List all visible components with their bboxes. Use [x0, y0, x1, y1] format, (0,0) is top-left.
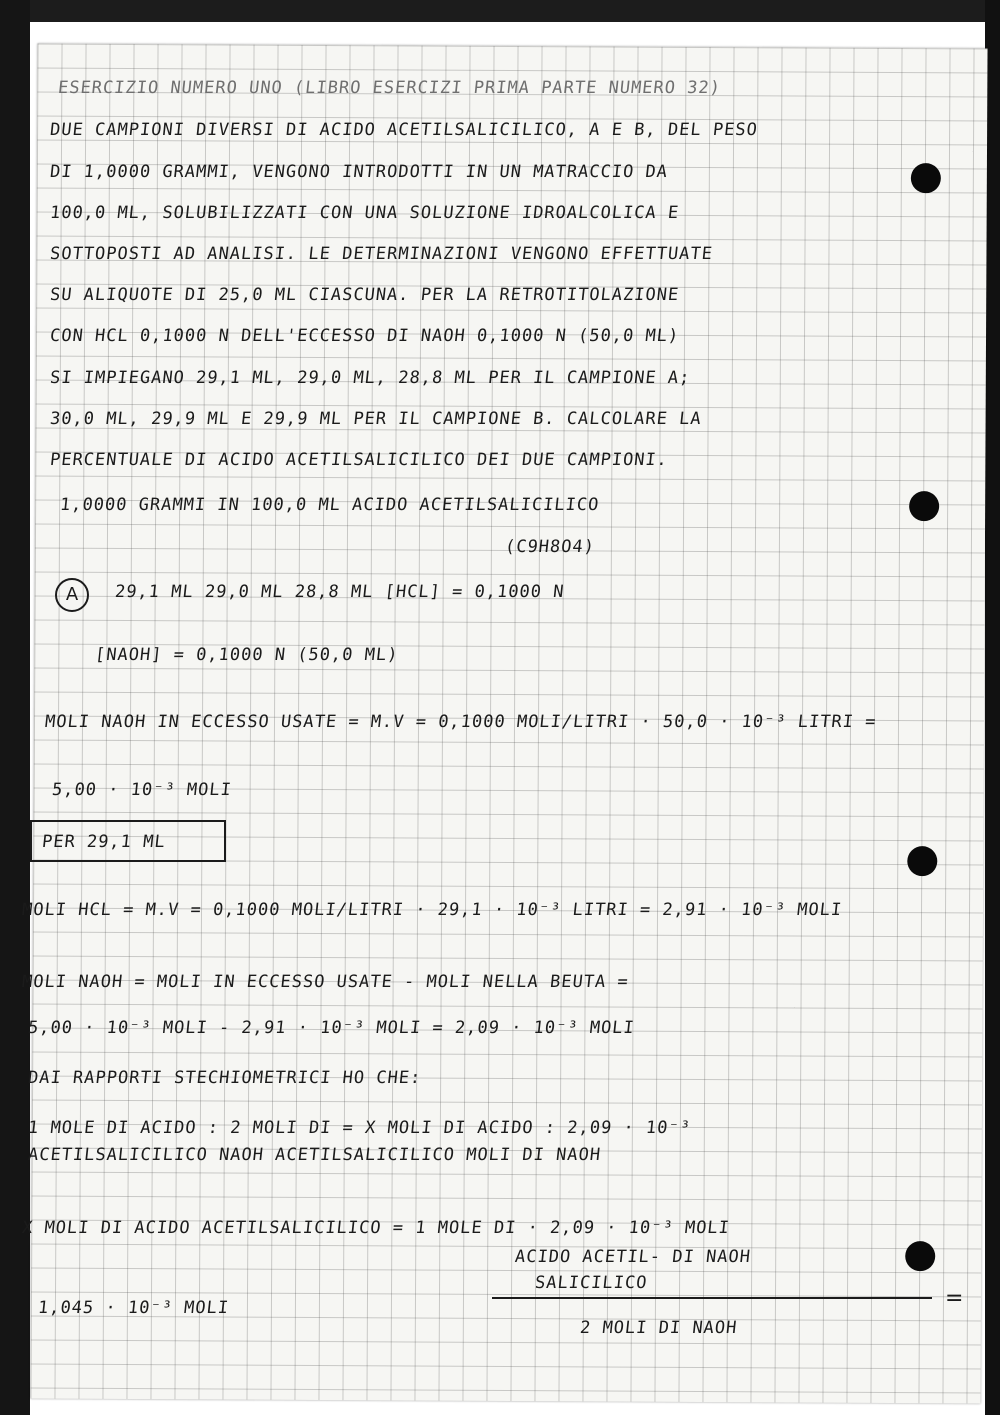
problem-line-5: SU ALIQUOTE DI 25,0 ML CIASCUNA. PER LA RETROTITOLAZIONE — [48, 285, 681, 305]
fraction-bar — [492, 1297, 932, 1299]
equals-sign: = — [945, 1286, 964, 1311]
moles-naoh-excess: MOLI NAOH IN ECCESSO USATE = M.V = 0,1000 MOLI/LITRI · 50,0 · 10⁻³ LITRI = — [43, 712, 878, 732]
moles-naoh-excess-result: 5,00 · 10⁻³ MOLI — [50, 780, 233, 800]
moles-naoh-reacted: MOLI NAOH = MOLI IN ECCESSO USATE - MOLI NELLA BEUTA = — [20, 972, 630, 992]
scan-background-left — [0, 0, 30, 1415]
naoh-concentration: [NAOH] = 0,1000 N (50,0 ML) — [93, 645, 400, 665]
problem-line-2: DI 1,0000 GRAMMI, VENGONO INTRODOTTI IN UN MATRACCIO DA — [48, 162, 669, 182]
problem-line-6: CON HCL 0,1000 N DELL'ECCESSO DI NAOH 0,1000 N (50,0 ML) — [48, 326, 681, 346]
scan-background-top — [0, 0, 1000, 22]
x-moles-row-2: ACIDO ACETIL- DI NAOH — [513, 1247, 752, 1267]
given-data-line: 1,0000 GRAMMI IN 100,0 ML ACIDO ACETILSALICILICO — [58, 495, 601, 515]
problem-line-9: PERCENTUALE DI ACIDO ACETILSALICILICO DEI DUE CAMPIONI. — [48, 450, 669, 470]
problem-line-7: SI IMPIEGANO 29,1 ML, 29,0 ML, 28,8 ML PER IL CAMPIONE A; — [48, 368, 692, 388]
molecular-formula: (C9H8O4) — [503, 537, 596, 557]
problem-line-3: 100,0 ML, SOLUBILIZZATI CON UNA SOLUZIONE IDROALCOLICA E — [48, 203, 681, 223]
titration-volumes: 29,1 ML 29,0 ML 28,8 ML [HCL] = 0,1000 N — [113, 582, 566, 602]
exercise-header: ESERCIZIO NUMERO UNO (LIBRO ESERCIZI PRIMA PARTE NUMERO 32) — [56, 78, 722, 98]
punch-hole — [905, 1241, 935, 1271]
problem-line-8: 30,0 ML, 29,9 ML E 29,9 ML PER IL CAMPIONE B. CALCOLARE LA — [48, 409, 703, 429]
stoichiometric-intro: DAI RAPPORTI STECHIOMETRICI HO CHE: — [26, 1068, 423, 1088]
punch-hole — [909, 491, 939, 521]
problem-line-4: SOTTOPOSTI AD ANALISI. LE DETERMINAZIONI VENGONO EFFETTUATE — [48, 244, 714, 264]
scan-background-right — [985, 0, 1000, 1415]
x-moles-row-1: X MOLI DI ACIDO ACETILSALICILICO = 1 MOLE DI · 2,09 · 10⁻³ MOLI — [20, 1218, 731, 1238]
fraction-denominator: 2 MOLI DI NAOH — [578, 1318, 739, 1338]
punch-hole — [907, 846, 937, 876]
proportion-row-2: ACETILSALICILICO NAOH ACETILSALICILICO MOLI DI NAOH — [26, 1145, 603, 1165]
moles-hcl-calculation: MOLI HCL = M.V = 0,1000 MOLI/LITRI · 29,1 · 10⁻³ LITRI = 2,91 · 10⁻³ MOLI — [20, 900, 844, 920]
punch-hole — [911, 163, 941, 193]
moles-subtraction: 5,00 · 10⁻³ MOLI - 2,91 · 10⁻³ MOLI = 2,09 · 10⁻³ MOLI — [26, 1018, 636, 1038]
box-label-text: PER 29,1 ML — [40, 832, 167, 852]
problem-line-1: DUE CAMPIONI DIVERSI DI ACIDO ACETILSALICILICO, A E B, DEL PESO — [48, 120, 759, 140]
boxed-label-29-1 — [30, 820, 226, 862]
x-moles-row-3: SALICILICO — [533, 1273, 649, 1293]
x-moles-result: 1,045 · 10⁻³ MOLI — [36, 1298, 231, 1318]
sample-a-circle-label: A — [55, 578, 89, 612]
proportion-row-1: 1 MOLE DI ACIDO : 2 MOLI DI = X MOLI DI ACIDO : 2,09 · 10⁻³ — [26, 1118, 692, 1138]
